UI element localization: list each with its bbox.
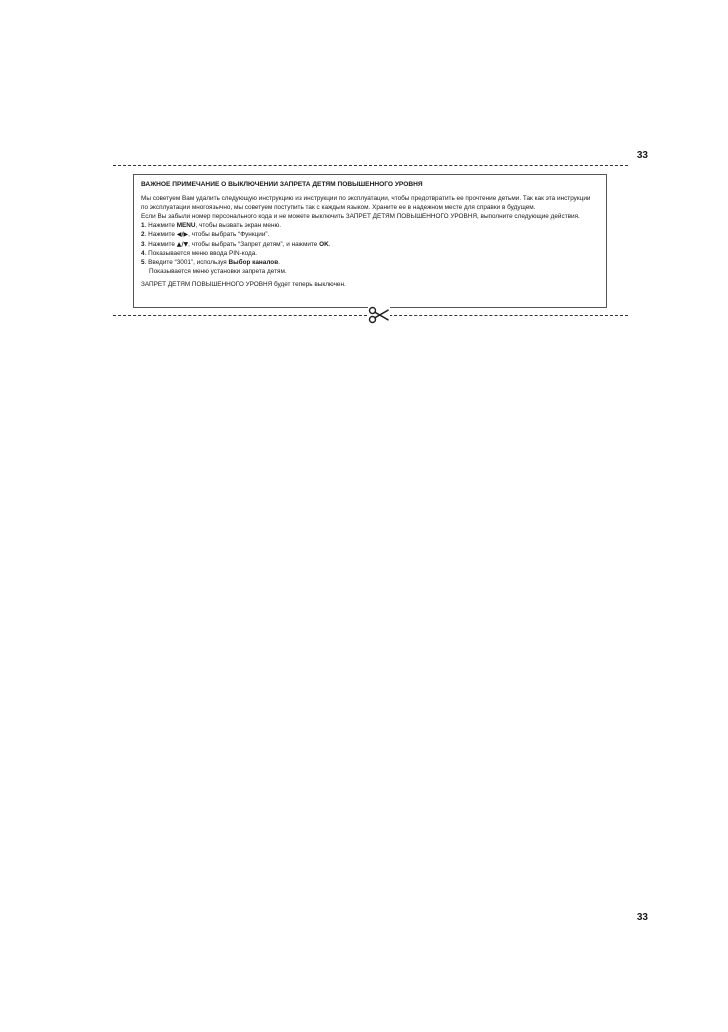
- notice-title: ВАЖНОЕ ПРИМЕЧАНИЕ О ВЫКЛЮЧЕНИИ ЗАПРЕТА ДЕТЯМ ПОВЫШЕННОГО УРОВНЯ: [141, 181, 423, 188]
- step-5-pre: . Введите “3001”, используя: [144, 258, 229, 266]
- step-3-post: .: [328, 240, 331, 248]
- step-2-post: , чтобы выбрать “Функции”.: [188, 231, 270, 239]
- step-1: [141, 221, 599, 230]
- step-3-number: 3: [141, 240, 145, 248]
- notice-final: ЗАПРЕТ ДЕТЯМ ПОВЫШЕННОГО УРОВНЯ будет теперь выключен.: [141, 280, 346, 288]
- scissors-icon: [368, 306, 390, 324]
- step-4-text: . Показывается меню ввода PIN-кода.: [144, 249, 258, 257]
- step-3-key-ok: OK: [319, 240, 329, 248]
- step-5-post: .: [278, 258, 280, 266]
- left-right-arrows-icon: ◀/▶: [176, 231, 189, 239]
- step-5-sub: Показывается меню установки запрета детям.: [149, 267, 287, 275]
- page-number-top: 33: [636, 150, 648, 161]
- step-1-post: , чтобы вызвать экран меню.: [195, 222, 282, 230]
- step-4-number: 4: [141, 249, 145, 257]
- step-5: [141, 258, 599, 267]
- cut-line-top: [113, 165, 628, 166]
- step-2: [141, 230, 599, 239]
- step-4: [141, 249, 599, 258]
- step-1-key: MENU: [176, 222, 196, 230]
- step-2-pre: . Нажмите: [144, 231, 177, 239]
- step-1-number: 1: [141, 222, 145, 230]
- step-2-number: 2: [141, 231, 145, 239]
- step-5-number: 5: [141, 258, 145, 266]
- notice-intro: Мы советуем Вам удалить следующую инструкцию из инструкции по эксплуатации, чтобы предотвратить ее прочтение детьми. Так как эта инструкции по эксплуатации многоязычно, мы советуем поступить так с каждым языком. Храните ее в надежном месте для справки в будущем.: [141, 195, 591, 212]
- step-5-key: Выбор каналов: [228, 258, 279, 266]
- step-1-pre: . Нажмите: [144, 222, 177, 230]
- page-number-bottom: 33: [636, 912, 648, 923]
- notice-forgot: Если Вы забыли номер персонального кода и не можете выключить ЗАПРЕТ ДЕТЯМ ПОВЫШЕННОГО УРОВНЯ, выполните следующие действия.: [141, 213, 580, 221]
- step-3-mid: , чтобы выбрать “Запрет детям”, и нажмите: [188, 240, 320, 248]
- up-down-arrows-icon: ▲/▼: [176, 240, 189, 248]
- notice-box: [133, 174, 607, 308]
- step-3-pre: . Нажмите: [144, 240, 177, 248]
- step-3: [141, 240, 599, 249]
